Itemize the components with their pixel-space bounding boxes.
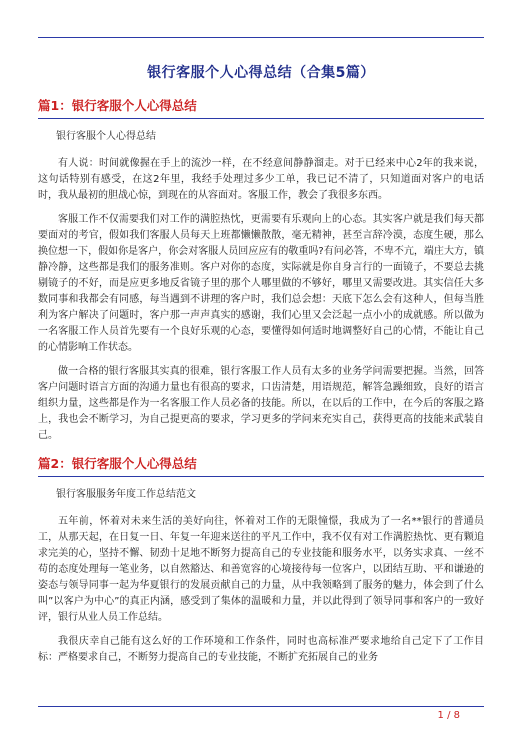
heading-divider	[38, 118, 484, 119]
section-1	[38, 96, 484, 444]
section-heading: 篇1：银行客服个人心得总结	[38, 98, 197, 113]
paragraph: 客服工作不仅需要我们对工作的满腔热忱，更需要有乐观向上的心态。其实客户就是我们每天都要面对的考官，假如我们客服人员每天上班都懒懒散散，毫无精神，甚至言辞冷漠，态度生硬，那么换位想一下，假如你是客户，你会对客服人员回应应有的敬重吗?有问必答，不卑不亢，端庄大方，镇静冷静，这些都是我们的服务准则。客户对你的态度，实际就是你自身言行的一面镜子，不要总去挑剔镜子的不好，而是应更多地反省镜子里的那个人哪里做的不够好，哪里又需要改进。其实信任大多数同事和我都会有同感，每当遇到不讲理的客户时，我们总会想：天底下怎么会有这种人，但每当胜利为客户解决了问题时，客户那一声声真实的感谢，我们心里又会泛起一点小小的成就感。所以做为一名客服工作人员首先要有一个良好乐观的心态，要懂得如何适时地调整好自己的心情，不能让自己的心情影响工作状态。	[38, 214, 484, 353]
heading-divider	[38, 476, 484, 477]
section-subtitle: 银行客服个人心得总结	[56, 131, 156, 142]
paragraph: 有人说：时间就像握在手上的流沙一样，在不经意间静静溜走。对于已经来中心2年的我来说，这句话特别有感受，在这2年里，我经手处理过多少工单，我已记不清了，只知道面对客户的电话时，我从最初的胆战心惊，到现在的从容面对。客服工作，教会了我很多东西。	[38, 158, 484, 201]
section-2	[38, 454, 484, 666]
paragraph: 我很庆幸自己能有这么好的工作环境和工作条件，同时也高标准严要求地给自己定下了工作目标：严格要求自己，不断努力提高自己的专业技能，不断扩充拓展自己的业务	[38, 636, 484, 663]
paragraph: 五年前，怀着对未来生活的美好向往，怀着对工作的无限憧憬，我成为了一名**银行的普通员工，从那天起，在日复一日、年复一年迎来送往的平凡工作中，我不仅有对工作满腔热忱、更有颗追求完美的心，坚持不懈、韧劲十足地不断努力提高自己的专业技能和服务水平，以务实求真、一丝不苟的态度处理每一笔业务，以自然豁达、和善宽容的心境接待每一位客户，以团结互助、平和谦逊的姿态与领导同事一起为华夏银行的发展贡献自己的力量，从中我领略到了服务的魅力，体会到了什么叫”以客户为中心”的真正内涵，感受到了集体的温暖和力量，并以此得到了领导同事和客户的一致好评，银行从业人员工作总结。	[38, 516, 484, 623]
section-heading: 篇2：银行客服个人心得总结	[38, 456, 197, 471]
document-body	[38, 52, 484, 674]
document-title: 银行客服个人心得总结（合集5篇）	[147, 65, 375, 81]
paragraph: 做一合格的银行客服其实真的很难，银行客服工作人员有太多的业务学问需要把握。当然，回答客户问题时语言方面的沟通力量也有很高的要求，口齿清楚，用语规范，解答急躁细致，良好的语言组织力量，这些都是作为一名客服工作人员必备的技能。所以，在以后的工作中，在今后的客服之路上，我也会不断学习，为自己提更高的要求，学习更多的学问来充实自己，获得更高的技能来武装自己。	[38, 366, 484, 441]
bottom-rule	[38, 706, 484, 707]
page-number: 1 / 8	[437, 710, 460, 721]
section-subtitle: 银行客服服务年度工作总结范文	[56, 489, 196, 500]
top-rule	[38, 37, 484, 38]
